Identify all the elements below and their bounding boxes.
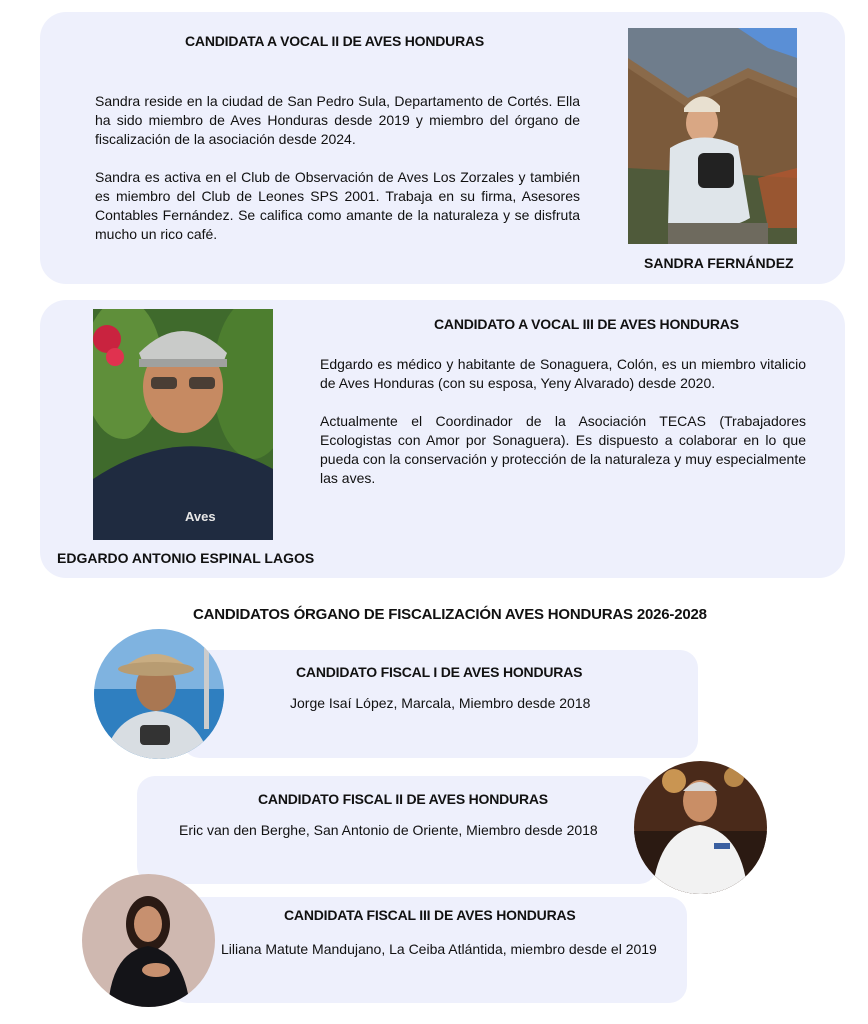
vocal-ii-paragraph-2: Sandra es activa en el Club de Observación de Aves Los Zorzales y también es miembro del Club de Leones SPS 2001. Trabaja en su firma, Asesores Contables Fernández. Se califica como amante de la naturaleza y se disfruta mucho un rico café. [95,169,580,242]
vocal-iii-title: CANDIDATO A VOCAL III DE AVES HONDURAS [434,316,739,332]
vocal-iii-paragraph-2: Actualmente el Coordinador de la Asociación TECAS (Trabajadores Ecologistas con Amor por Sonaguera). Es dispuesto a colaborar en lo que pueda con la conservación y protección de la naturaleza y muy especialmente las aves. [320,413,806,486]
jorge-lopez-photo [94,629,224,759]
vocal-ii-description [95,92,580,263]
vocal-ii-name: SANDRA FERNÁNDEZ [644,255,794,271]
liliana-matute-photo [82,874,215,1007]
vocal-iii-description [320,355,806,507]
vocal-ii-paragraph-1: Sandra reside en la ciudad de San Pedro Sula, Departamento de Cortés. Ella ha sido miembro de Aves Honduras desde 2019 y miembro del órgano de fiscalización de la asociación desde 2024. [95,93,580,147]
sandra-fernandez-photo [628,28,797,244]
svg-text:Aves: Aves [185,509,216,524]
fiscal-i-text: Jorge Isaí López, Marcala, Miembro desde 2018 [290,695,591,711]
fiscal-iii-text: Liliana Matute Mandujano, La Ceiba Atlántida, miembro desde el 2019 [221,941,657,957]
edgardo-espinal-photo [93,309,273,540]
fiscal-ii-title: CANDIDATO FISCAL II DE AVES HONDURAS [258,791,548,807]
eric-van-den-berghe-photo [634,761,767,894]
fiscalizacion-section-title: CANDIDATOS ÓRGANO DE FISCALIZACIÓN AVES HONDURAS 2026-2028 [193,606,707,623]
vocal-iii-name: EDGARDO ANTONIO ESPINAL LAGOS [57,550,315,566]
vocal-iii-paragraph-1: Edgardo es médico y habitante de Sonaguera, Colón, es un miembro vitalicio de Aves Honduras (con su esposa, Yeny Alvarado) desde 2020. [320,356,806,391]
fiscal-iii-title: CANDIDATA FISCAL III DE AVES HONDURAS [284,907,576,923]
fiscal-ii-text: Eric van den Berghe, San Antonio de Oriente, Miembro desde 2018 [179,822,598,838]
fiscal-i-title: CANDIDATO FISCAL I DE AVES HONDURAS [296,664,583,680]
vocal-ii-title: CANDIDATA A VOCAL II DE AVES HONDURAS [185,33,485,49]
